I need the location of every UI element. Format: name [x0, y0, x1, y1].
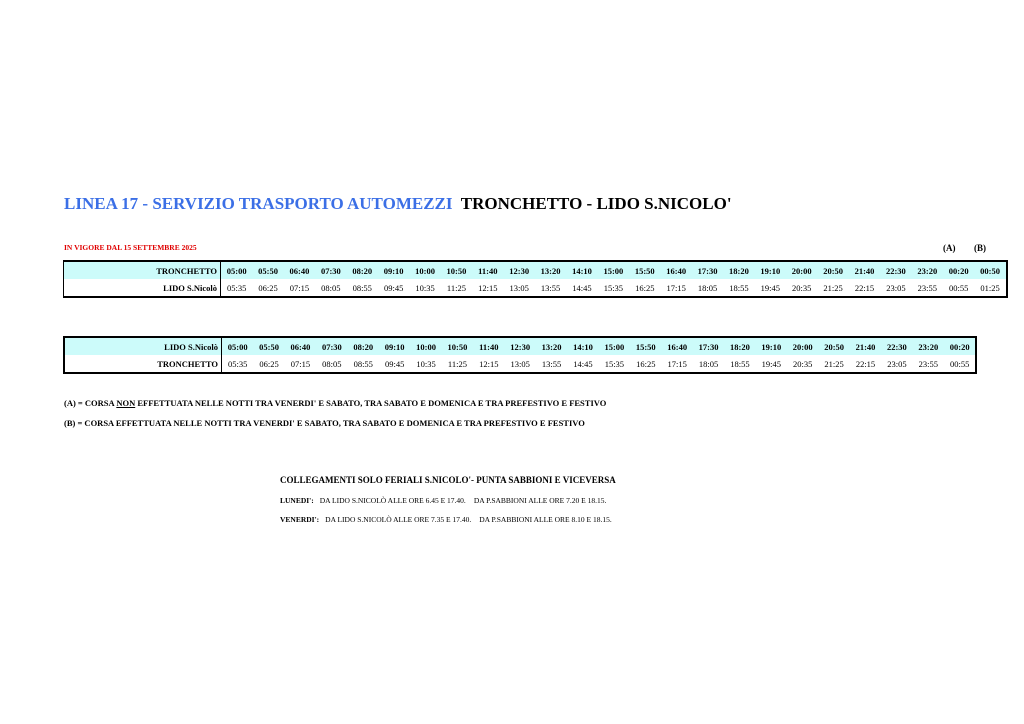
title-line-name: LINEA 17 - SERVIZIO TRASPORTO AUTOMEZZI	[64, 194, 453, 213]
time-cell: 00:20	[943, 261, 974, 279]
time-cell: 20:00	[786, 261, 817, 279]
monday-from-lido: DA LIDO S.NICOLÒ ALLE ORE 6.45 E 17.40.	[319, 496, 466, 505]
timetable-tronchetto-lido	[63, 260, 1008, 298]
time-cell: 11:25	[447, 358, 467, 369]
monday-from-sabbioni: DA P.SABBIONI ALLE ORE 7.20 E 18.15.	[473, 496, 607, 505]
time-cell: 06:25	[258, 282, 278, 293]
time-cell: 19:45	[760, 282, 781, 293]
time-cell: 06:40	[285, 337, 316, 355]
time-cell: 07:15	[289, 282, 310, 293]
note-a	[64, 398, 606, 408]
time-cell: 21:25	[823, 282, 843, 293]
time-cell: 23:55	[918, 358, 938, 369]
time-cell: 19:10	[755, 261, 786, 279]
time-cell: 14:10	[566, 261, 597, 279]
note-a-suffix: EFFETTUATA NELLE NOTTI TRA VENERDI' E SABATO, TRA SABATO E DOMENICA E TRA PREFESTIVO E FESTIVO	[135, 398, 607, 408]
time-cell: 10:00	[410, 337, 441, 355]
time-cell: 08:20	[347, 261, 378, 279]
table-row	[64, 355, 976, 373]
time-cell: 17:15	[666, 282, 686, 293]
time-cell: 16:40	[660, 261, 691, 279]
time-cell: 00:55	[949, 358, 970, 369]
time-cell: 15:50	[629, 261, 660, 279]
time-cell: 10:35	[415, 282, 435, 293]
time-cell: 12:30	[505, 337, 536, 355]
time-cell: 08:20	[348, 337, 379, 355]
time-cell: 09:10	[379, 337, 410, 355]
time-cell: 09:45	[383, 282, 404, 293]
time-cell: 23:55	[917, 282, 937, 293]
friday-label: VENERDI':	[280, 515, 320, 524]
time-cell: 21:40	[849, 261, 880, 279]
note-a-underlined: NON	[116, 398, 136, 408]
time-cell: 21:25	[824, 358, 844, 369]
stop-name: LIDO S.Nicolò	[64, 279, 221, 297]
time-cell: 23:05	[887, 358, 907, 369]
time-cell: 12:15	[479, 358, 499, 369]
time-cell: 20:50	[817, 261, 848, 279]
time-cell: 10:00	[409, 261, 440, 279]
connections-title: COLLEGAMENTI SOLO FERIALI S.NICOLO'- PUNTA SABBIONI E VICEVERSA	[280, 475, 616, 485]
time-cell: 22:15	[854, 282, 875, 293]
table-row	[64, 279, 1007, 297]
time-cell: 23:20	[912, 261, 943, 279]
table-row	[64, 261, 1007, 279]
time-cell: 18:05	[697, 282, 718, 293]
time-cell: 20:35	[792, 282, 812, 293]
time-cell: 15:00	[598, 261, 629, 279]
validity-date: IN VIGORE DAL 15 SETTEMBRE 2025	[64, 243, 197, 252]
note-b: (B) = CORSA EFFETTUATA NELLE NOTTI TRA VENERDI' E SABATO, TRA SABATO E DOMENICA E TRA PREFESTIVO E FESTIVO	[64, 418, 585, 428]
stop-name: LIDO S.Nicolò	[64, 337, 222, 355]
time-cell: 16:40	[661, 337, 692, 355]
time-cell: 21:40	[850, 337, 881, 355]
time-cell: 09:10	[378, 261, 409, 279]
time-cell: 11:40	[473, 337, 504, 355]
time-cell: 05:35	[228, 358, 248, 369]
time-cell: 17:30	[693, 337, 724, 355]
time-cell: 14:45	[573, 358, 593, 369]
time-cell: 05:00	[222, 337, 254, 355]
time-cell: 08:05	[322, 358, 342, 369]
friday-from-sabbioni: DA P.SABBIONI ALLE ORE 8.10 E 18.15.	[479, 515, 612, 524]
time-cell: 15:50	[630, 337, 661, 355]
time-cell: 18:05	[698, 358, 719, 369]
column-mark-b: (B)	[974, 243, 986, 253]
time-cell: 10:35	[416, 358, 436, 369]
time-cell: 17:30	[692, 261, 723, 279]
time-cell: 07:30	[316, 337, 347, 355]
time-cell: 15:35	[603, 282, 624, 293]
time-cell: 05:35	[227, 282, 247, 293]
time-cell: 08:55	[352, 282, 372, 293]
time-cell: 23:20	[913, 337, 944, 355]
time-cell: 19:45	[761, 358, 782, 369]
time-cell: 11:40	[472, 261, 503, 279]
time-cell: 11:25	[446, 282, 466, 293]
time-cell: 22:15	[855, 358, 876, 369]
time-cell: 18:55	[729, 282, 749, 293]
friday-from-lido: DA LIDO S.NICOLÒ ALLE ORE 7.35 E 17.40.	[325, 515, 472, 524]
time-cell: 05:00	[221, 261, 253, 279]
note-a-prefix: (A) = CORSA	[64, 398, 117, 408]
time-cell: 20:00	[787, 337, 818, 355]
time-cell: 06:40	[284, 261, 315, 279]
time-cell: 19:10	[756, 337, 787, 355]
title-route: TRONCHETTO - LIDO S.NICOLO'	[460, 194, 732, 213]
time-cell: 18:55	[730, 358, 750, 369]
time-cell: 05:50	[253, 337, 284, 355]
time-cell: 13:55	[540, 282, 561, 293]
time-cell: 12:30	[504, 261, 535, 279]
time-cell: 13:20	[536, 337, 567, 355]
connections-monday	[280, 496, 606, 505]
column-mark-a: (A)	[943, 243, 956, 253]
time-cell: 00:20	[944, 337, 976, 355]
time-cell: 15:35	[604, 358, 625, 369]
stop-name: TRONCHETTO	[64, 355, 222, 373]
table-row	[64, 337, 976, 355]
time-cell: 22:30	[880, 261, 911, 279]
time-cell: 07:30	[315, 261, 346, 279]
time-cell: 16:25	[636, 358, 656, 369]
time-cell: 13:05	[510, 358, 530, 369]
time-cell: 13:20	[535, 261, 566, 279]
time-cell: 18:20	[724, 337, 755, 355]
time-cell: 14:10	[567, 337, 598, 355]
time-cell: 17:15	[667, 358, 687, 369]
time-cell: 13:05	[509, 282, 529, 293]
time-cell: 09:45	[384, 358, 405, 369]
time-cell: 20:50	[818, 337, 849, 355]
monday-label: LUNEDI':	[280, 496, 314, 505]
time-cell: 22:30	[881, 337, 912, 355]
timetable-lido-tronchetto	[63, 336, 977, 374]
time-cell: 01:25	[980, 282, 1000, 293]
time-cell: 05:50	[252, 261, 283, 279]
time-cell: 07:15	[290, 358, 311, 369]
time-cell: 16:25	[635, 282, 655, 293]
time-cell: 10:50	[442, 337, 473, 355]
time-cell: 13:55	[541, 358, 562, 369]
time-cell: 15:00	[599, 337, 630, 355]
time-cell: 10:50	[441, 261, 472, 279]
page-title	[64, 194, 732, 214]
time-cell: 23:05	[886, 282, 906, 293]
time-cell: 00:55	[948, 282, 969, 293]
stop-name: TRONCHETTO	[64, 261, 221, 279]
time-cell: 14:45	[572, 282, 592, 293]
time-cell: 12:15	[478, 282, 498, 293]
time-cell: 18:20	[723, 261, 754, 279]
time-cell: 08:05	[321, 282, 341, 293]
connections-friday	[280, 515, 612, 524]
time-cell: 00:50	[974, 261, 1006, 279]
time-cell: 20:35	[793, 358, 813, 369]
time-cell: 08:55	[353, 358, 373, 369]
time-cell: 06:25	[259, 358, 279, 369]
